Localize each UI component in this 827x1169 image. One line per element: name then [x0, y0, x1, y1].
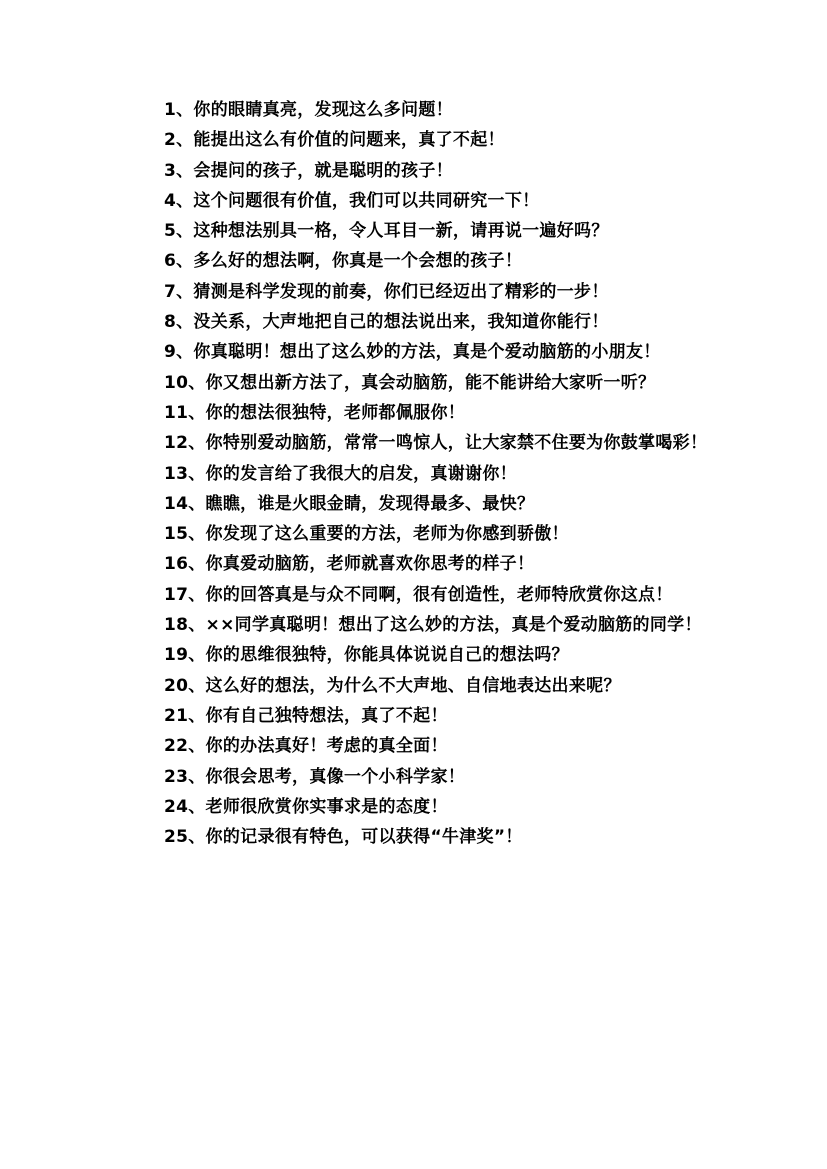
list-item: 17、你的回答真是与众不同啊，很有创造性，老师特欣赏你这点！ [164, 584, 673, 605]
list-item: 11、你的想法很独特，老师都佩服你！ [164, 402, 466, 423]
list-item: 10、你又想出新方法了，真会动脑筋，能不能讲给大家听一听？ [164, 372, 656, 393]
list-item: 21、你有自己独特想法，真了不起！ [164, 705, 448, 726]
list-item: 13、你的发言给了我很大的启发，真谢谢你！ [164, 463, 517, 484]
list-item: 18、××同学真聪明！想出了这么妙的方法，真是个爱动脑筋的同学！ [164, 615, 702, 636]
list-item: 20、这么好的想法，为什么不大声地、自信地表达出来呢？ [164, 675, 621, 696]
list-item: 19、你的思维很独特，你能具体说说自己的想法吗？ [164, 645, 569, 666]
list-item: 4、这个问题很有价值，我们可以共同研究一下！ [164, 190, 540, 211]
list-item: 6、多么好的想法啊，你真是一个会想的孩子！ [164, 251, 523, 272]
list-item: 7、猜测是科学发现的前奏，你们已经迈出了精彩的一步！ [164, 281, 609, 302]
list-item: 25、你的记录很有特色，可以获得“牛津奖”！ [164, 827, 523, 848]
list-item: 8、没关系，大声地把自己的想法说出来，我知道你能行！ [164, 312, 609, 333]
list-item: 24、老师很欣赏你实事求是的态度！ [164, 796, 448, 817]
list-item: 3、会提问的孩子，就是聪明的孩子！ [164, 160, 453, 181]
list-item: 2、能提出这么有价值的问题来，真了不起！ [164, 130, 505, 151]
list-item: 14、瞧瞧，谁是火眼金睛，发现得最多、最快？ [164, 493, 535, 514]
list-item: 16、你真爱动脑筋，老师就喜欢你思考的样子！ [164, 554, 535, 575]
list-item: 12、你特别爱动脑筋，常常一鸣惊人，让大家禁不住要为你鼓掌喝彩！ [164, 433, 708, 454]
list-item: 15、你发现了这么重要的方法，老师为你感到骄傲！ [164, 524, 569, 545]
list-item: 22、你的办法真好！考虑的真全面！ [164, 736, 448, 757]
list-item: 5、这种想法别具一格，令人耳目一新，请再说一遍好吗？ [164, 221, 609, 242]
list-item: 1、你的眼睛真亮，发现这么多问题！ [164, 100, 453, 120]
list-item: 9、你真聪明！想出了这么妙的方法，真是个爱动脑筋的小朋友！ [164, 342, 661, 363]
document-body [126, 95, 711, 852]
list-item: 23、你很会思考，真像一个小科学家！ [164, 766, 466, 787]
